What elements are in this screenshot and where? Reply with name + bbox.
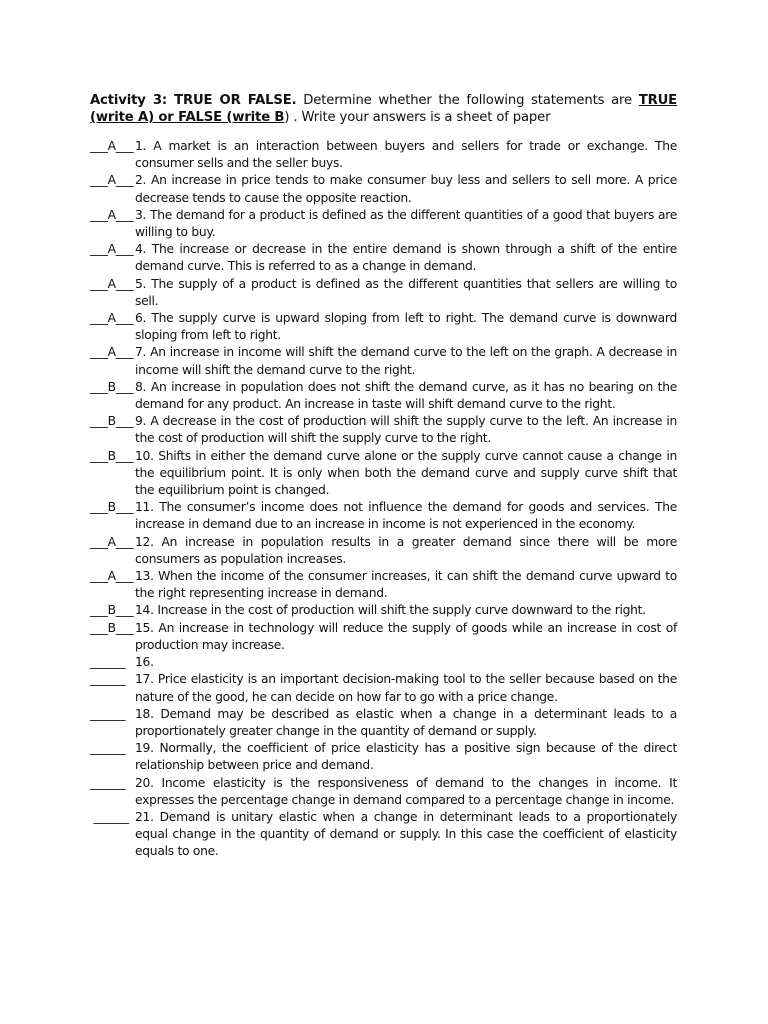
answer-blank[interactable]: ___A___ [90, 345, 134, 360]
statement-text: 3. The demand for a product is defined as the different quantities of a good that buyers are willing to buy. [135, 207, 677, 240]
statement-list [90, 138, 677, 861]
statement-text: 17. Price elasticity is an important decision-making tool to the seller because based on the nature of the good, he can decide on how far to go with a price change. [135, 672, 677, 704]
statement-item [90, 379, 677, 413]
statement-text: 2. An increase in price tends to make consumer buy less and sellers to sell more. A price decrease tends to cause the opposite reaction. [135, 173, 677, 205]
statement-text: 4. The increase or decrease in the entire demand is shown through a shift of the entire demand curve. This is referred to as a change in demand. [135, 242, 677, 274]
statement-item [90, 448, 677, 500]
statement-text: 21. Demand is unitary elastic when a change in determinant leads to a proportionately equal change in the quantity of demand or supply. In this case the coefficient of elasticity equals to one. [135, 809, 677, 859]
statement-item [90, 172, 677, 206]
answer-blank[interactable]: ______ [90, 706, 126, 721]
statement-text: 13. When the income of the consumer increases, it can shift the demand curve upward to the right representing increase in demand. [135, 569, 677, 601]
answer-blank[interactable]: ___A___ [90, 173, 134, 188]
instruction-text: Determine whether the following statements are [296, 93, 639, 108]
answer-blank[interactable]: ___B___ [90, 620, 134, 635]
statement-text: 18. Demand may be described as elastic when a change in a determinant leads to a proportionately greater change in the quantity of demand or supply. [135, 706, 677, 738]
statement-item [90, 207, 677, 241]
statement-item [90, 534, 677, 568]
statement-item [90, 413, 677, 447]
answer-blank[interactable]: ______ [90, 775, 126, 790]
true-false-key: TRUE (write A) or FALSE (write B [90, 93, 677, 125]
statement-item [90, 671, 677, 705]
statement-text: 5. The supply of a product is defined as the different quantities that sellers are willing to sell. [135, 276, 677, 308]
statement-text: 10. Shifts in either the demand curve alone or the supply curve cannot cause a change in the equilibrium point. It is only when both the demand curve and supply curve shift that the equilibrium point is changed. [135, 448, 677, 498]
statement-text: 9. A decrease in the cost of production will shift the supply curve to the left. An increase in the cost of production will shift the supply curve to the right. [135, 414, 677, 446]
answer-blank[interactable]: ___A___ [90, 534, 134, 549]
answer-blank[interactable]: ______ [90, 655, 126, 670]
instruction-end: ) . Write your answers is a sheet of paper [284, 110, 551, 125]
statement-text: 19. Normally, the coefficient of price elasticity has a positive sign because of the direct relationship between price and demand. [135, 741, 677, 773]
answer-blank[interactable]: ___B___ [90, 603, 134, 618]
statement-text: 15. An increase in technology will reduce the supply of goods while an increase in cost of production may increase. [135, 620, 677, 652]
statement-text: 11. The consumer’s income does not influence the demand for goods and services. The increase in demand due to an increase in income is not experienced in the economy. [135, 500, 677, 532]
answer-blank[interactable]: ______ [90, 809, 129, 824]
answer-blank[interactable]: ___A___ [90, 139, 134, 153]
statement-text: 12. An increase in population results in a greater demand since there will be more consumers as population increases. [135, 534, 677, 566]
answer-blank[interactable]: ___B___ [90, 379, 134, 394]
statement-item [90, 602, 677, 619]
answer-blank[interactable]: ___B___ [90, 448, 134, 463]
answer-blank[interactable]: ___A___ [90, 242, 134, 257]
statement-item [90, 775, 677, 809]
statement-item [90, 276, 677, 310]
statement-text: 6. The supply curve is upward sloping from left to right. The demand curve is downward sloping from left to right. [135, 311, 677, 343]
answer-blank[interactable]: ___B___ [90, 414, 134, 429]
statement-item [90, 310, 677, 344]
statement-item [90, 706, 677, 740]
statement-item [90, 809, 677, 861]
worksheet-page [90, 92, 677, 861]
statement-item [90, 344, 677, 378]
statement-text: 1. A market is an interaction between buyers and sellers for trade or exchange. The consumer sells and the seller buys. [135, 139, 677, 171]
answer-blank[interactable]: ______ [90, 741, 126, 756]
statement-item [90, 654, 677, 671]
answer-blank[interactable]: ___A___ [90, 207, 134, 222]
statement-text: 8. An increase in population does not shift the demand curve, as it has no bearing on the demand for any product. An increase in taste will shift demand curve to the right. [135, 379, 677, 412]
answer-blank[interactable]: ___A___ [90, 276, 134, 291]
statement-text: 7. An increase in income will shift the demand curve to the left on the graph. A decrease in income will shift the demand curve to the right. [135, 345, 677, 377]
statement-item [90, 620, 677, 654]
statement-text: 20. Income elasticity is the responsiveness of demand to the changes in income. It expresses the percentage change in demand compared to a percentage change in income. [135, 775, 677, 807]
answer-blank[interactable]: ___A___ [90, 311, 134, 326]
statement-item [90, 499, 677, 533]
statement-item [90, 138, 677, 172]
answer-blank[interactable]: ______ [90, 672, 126, 687]
activity-heading [90, 92, 677, 126]
statement-text: 16. [135, 655, 154, 670]
activity-label: Activity 3: TRUE OR FALSE. [90, 93, 297, 108]
statement-text: 14. Increase in the cost of production will shift the supply curve downward to the right. [135, 603, 646, 618]
statement-item [90, 568, 677, 602]
statement-item [90, 740, 677, 774]
answer-blank[interactable]: ___A___ [90, 569, 134, 584]
statement-item [90, 241, 677, 275]
answer-blank[interactable]: ___B___ [90, 500, 134, 515]
